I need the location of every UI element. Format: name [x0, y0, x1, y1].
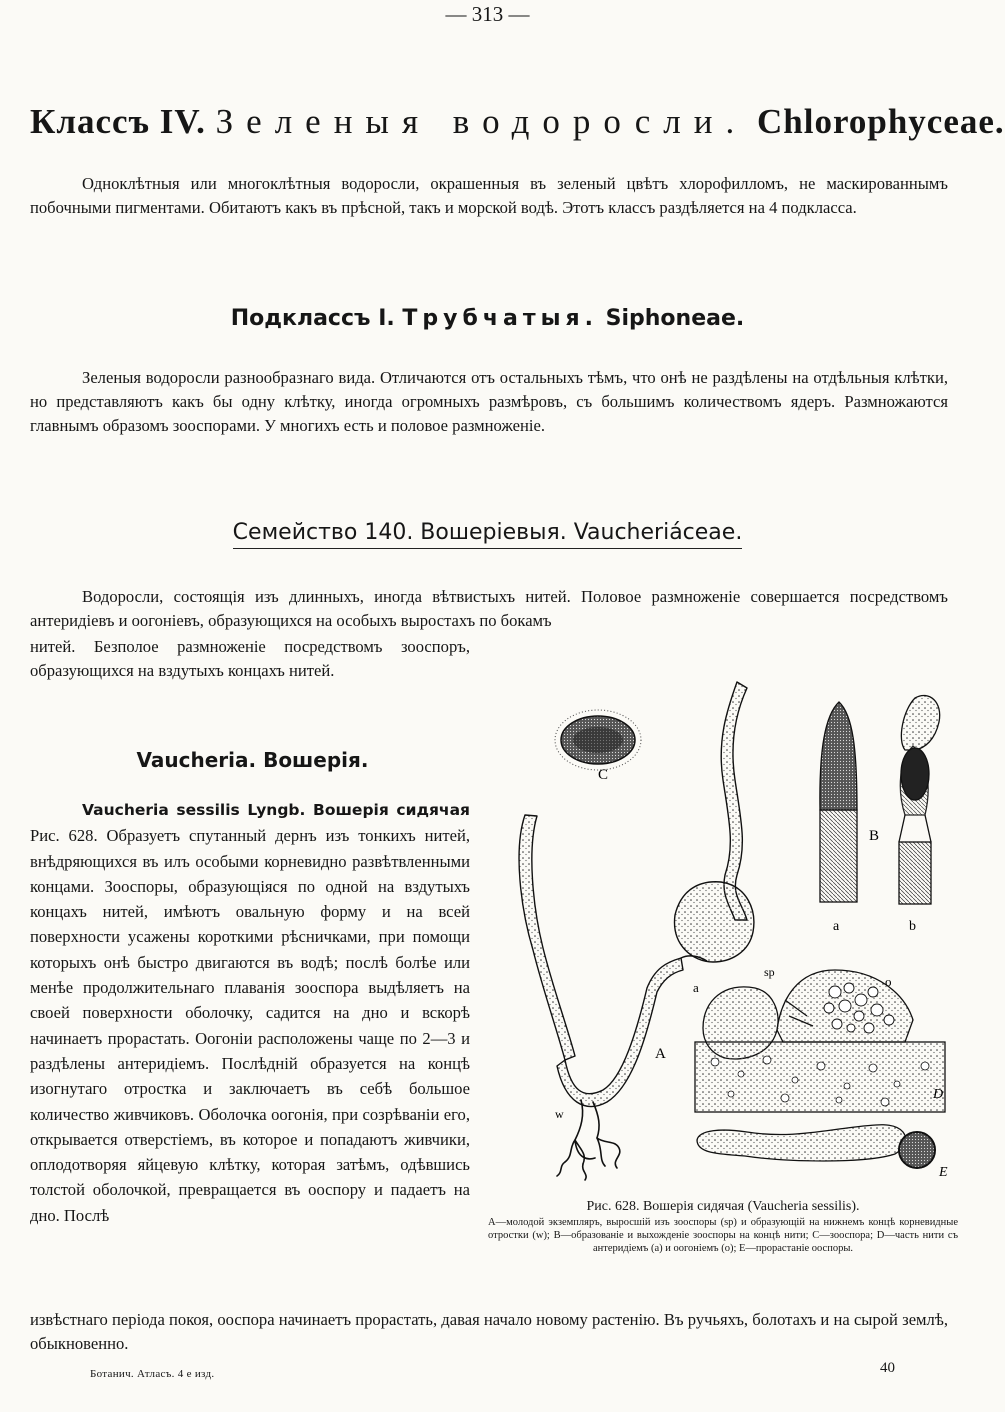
genus-heading: Vaucheria. Вошерія.	[136, 748, 369, 772]
label-sp: sp	[764, 965, 775, 979]
class-latin: Chlorophyceae.	[756, 102, 1005, 141]
family-heading-text: Семейство 140. Вошеріевыя. Vaucheriáceae.	[233, 520, 743, 549]
family-description-wide: Водоросли, состоящія изъ длинныхъ, иногда вѣтвистыхъ нитей. Половое размноженіе совершается посредствомъ антеридіевъ и оогоніевъ, образующихся на особыхъ выростахъ по бокамъ	[30, 587, 948, 630]
subclass-label: Подклассъ I.	[230, 306, 395, 331]
species-text-end: извѣстнаго періода покоя, ооспора начинаетъ прорастать, давая начало новому растенію. Въ ручьяхъ, болотахъ и на сырой землѣ, обыкновенно.	[30, 1310, 948, 1353]
label-o-oogonium: o	[885, 974, 892, 989]
subclass-name: Трубчатыя.	[402, 306, 598, 331]
subclass-heading	[0, 306, 975, 331]
species-text: Рис. 628. Образуетъ спутанный дернъ изъ тонкихъ нитей, внѣдряющихся въ илъ особыми корневидно развѣтвленными концами. Зооспоры, образующіяся по одной на вздутыхъ концахъ нитей, имѣютъ овальную форму и на всей поверхности усажены короткими рѣсничками, при помощи которыхъ онѣ быстро двигаются въ водѣ; послѣ болѣе или менѣе продолжительнаго плаванія зооспора выдѣляетъ на своей поверхности оболочку, садится на дно и вскорѣ начинаетъ прорастать. Оогоніи расположены чаще по 2—3 и раздѣлены антеридіемъ. Послѣдній образуется на концѣ изогнутаго отростка и заключаетъ въ себѣ большое количество живчиковъ. Оболочка оогонія, при созрѣваніи его, открывается отверстіемъ, въ которое и попадаютъ живчики, оплодотворяя яйцевую клѣтку, которая затѣмъ, одѣвшись толстой оболочкой, превращается въ ооспору и падаетъ на дно. Послѣ	[30, 826, 470, 1225]
species-block	[30, 797, 470, 1228]
subclass-latin: Siphoneae.	[605, 306, 745, 331]
class-name: Зеленыя водоросли.	[215, 102, 748, 141]
label-b-upper: B	[869, 828, 880, 844]
figure-vaucheria	[485, 670, 960, 1195]
label-e: E	[939, 1165, 948, 1180]
caption-title: Рис. 628. Вошерія сидячая (Vaucheria sessilis).	[586, 1199, 860, 1214]
caption-body: A—молодой экземпляръ, выросшій изъ зооспоры (sp) и образующій на нижнемъ концѣ корневидные отростки (w); B—образованіе и выхожденіе зооспоры на концѣ нити; C—зооспора; D—часть нити съ антеридіемъ (a) и оогоніемъ (o); E—прорастаніе ооспоры.	[488, 1217, 958, 1254]
label-d: D	[933, 1087, 944, 1102]
label-c: C	[597, 767, 609, 783]
label-a-upper: A	[655, 1046, 666, 1062]
zoospore-emergence-b-drawing	[820, 695, 940, 904]
family-heading	[0, 520, 975, 549]
label-b-lower: b	[909, 919, 916, 934]
subclass-description: Зеленыя водоросли разнообразнаго вида. Отличаются отъ остальныхъ тѣмъ, что онѣ не раздѣлены на отдѣльныя клѣтки, но представляютъ какъ бы одну клѣтку, иногда огромныхъ размѣровъ, съ большимъ количествомъ ядеръ. Размножаются главнымъ образомъ зооспорами. У многихъ есть и половое размноженіе.	[30, 368, 948, 435]
oospore-germination-e-drawing	[697, 1125, 935, 1168]
zoospore-c-drawing	[555, 710, 641, 770]
family-description-narrow: нитей. Безполое размноженіе посредствомъ зооспоръ, образующихся на вздутыхъ концахъ нитей.	[30, 637, 470, 680]
footer-left: Ботанич. Атласъ. 4 е изд.	[90, 1368, 215, 1380]
figure-caption	[488, 1198, 958, 1255]
label-w: w	[555, 1107, 564, 1121]
footer-page-number: 40	[880, 1360, 895, 1376]
label-a-antheridium: a	[693, 980, 699, 995]
class-label: Классъ IV.	[30, 102, 206, 141]
roots-w-drawing	[557, 1100, 620, 1180]
page-number: — 313 —	[445, 2, 530, 26]
label-a-lower: a	[833, 919, 840, 934]
class-heading	[30, 102, 1005, 142]
species-heading: Vaucheria sessilis Lyngb. Вошерія сидячая	[82, 801, 470, 819]
class-description: Одноклѣтныя или многоклѣтныя водоросли, окрашенныя въ зеленый цвѣтъ хлорофилломъ, не маскированнымъ побочными пигментами. Обитаютъ какъ въ прѣсной, такъ и морской водѣ. Этотъ классъ раздѣляется на 4 подкласса.	[30, 174, 948, 217]
thread-section-d-drawing	[695, 970, 945, 1112]
